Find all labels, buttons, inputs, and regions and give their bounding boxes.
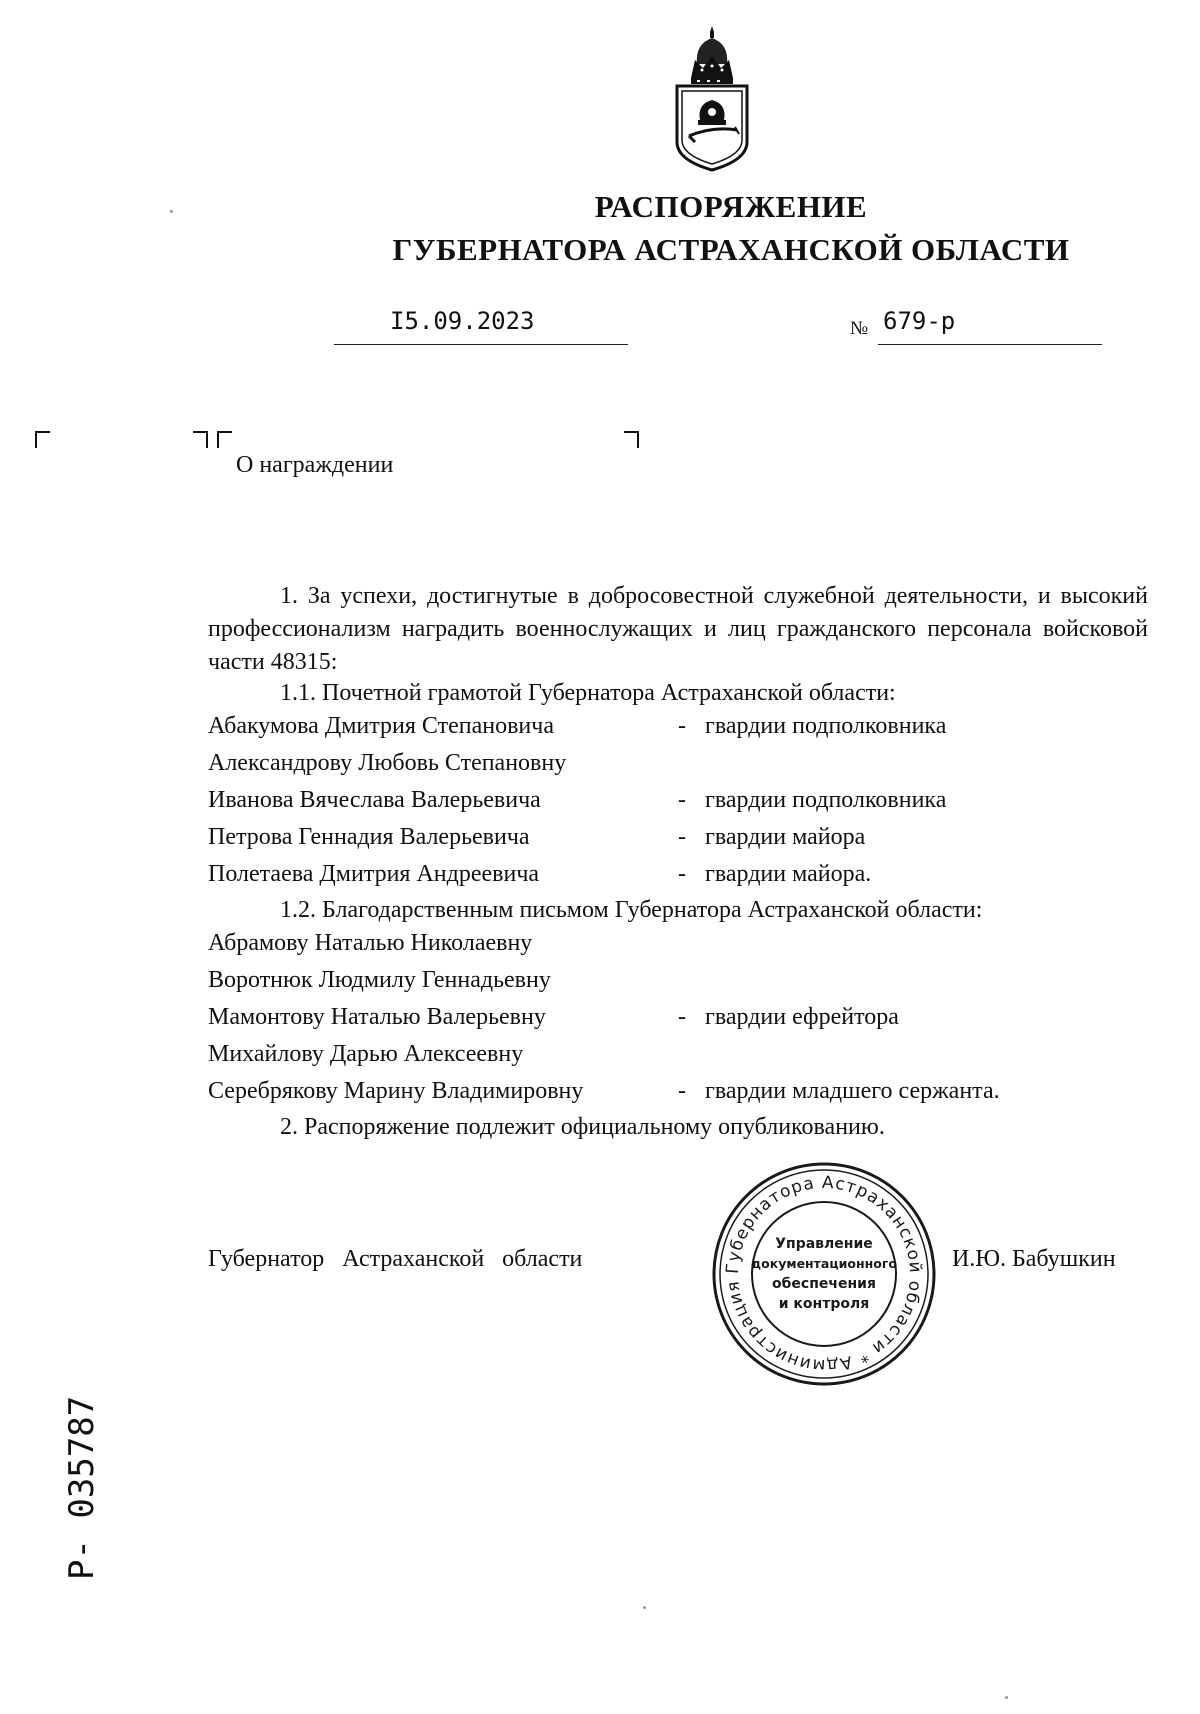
awardee-name: Воротнюк Людмилу Геннадьевну	[208, 967, 551, 993]
svg-text:Губернатора Астраханской облас	[723, 1173, 925, 1375]
list-item	[208, 1078, 1158, 1112]
separator-dash: -	[678, 861, 686, 887]
separator-dash: -	[678, 787, 686, 813]
registration-number-block	[30, 1380, 102, 1580]
awardee-name: Мамонтову Наталью Валерьевну	[208, 1004, 546, 1030]
document-type-title: РАСПОРЯЖЕНИЕ	[594, 189, 868, 224]
seal-center-line: документационного	[751, 1256, 897, 1271]
awardee-name: Абрамову Наталью Николаевну	[208, 930, 533, 956]
separator-dash: -	[678, 1004, 686, 1030]
list-item	[208, 787, 1158, 821]
corner-mark	[35, 431, 50, 448]
list-item	[208, 750, 1158, 784]
awardee-name: Полетаева Дмитрия Андреевича	[208, 861, 540, 887]
list-item	[208, 967, 1158, 1001]
list-item	[208, 713, 1158, 747]
awardee-name: Михайлову Дарью Алексеевну	[208, 1041, 524, 1067]
seal-ring-text: Губернатора Астраханской области * Администрация	[722, 1172, 926, 1376]
list-item	[208, 1004, 1158, 1038]
corner-mark	[624, 431, 639, 448]
scan-speck	[170, 210, 173, 213]
scan-speck	[1005, 1696, 1008, 1699]
list-item	[208, 930, 1158, 964]
coat-of-arms-emblem	[667, 24, 757, 174]
awardee-rank: гвардии майора.	[705, 861, 872, 887]
issuer-title: ГУБЕРНАТОРА АСТРАХАНСКОЙ ОБЛАСТИ	[392, 232, 1070, 267]
document-subject: О награждении	[236, 452, 394, 478]
list-item	[208, 824, 1158, 858]
separator-dash: -	[678, 824, 686, 850]
awardee-rank: гвардии подполковника	[705, 713, 947, 739]
section-1-1-heading: 1.1. Почетной грамотой Губернатора Астраханской области:	[280, 680, 896, 706]
paragraph-2: 2. Распоряжение подлежит официальному опубликованию.	[280, 1114, 885, 1140]
separator-dash: -	[678, 1078, 686, 1104]
document-date: I5.09.2023	[390, 307, 535, 335]
registration-number: Р- 035787	[62, 1395, 102, 1580]
signatory-position: Губернатор Астраханской области	[208, 1246, 583, 1272]
awardee-name: Иванова Вячеслава Валерьевича	[208, 787, 541, 813]
corner-mark	[217, 431, 232, 448]
scan-speck	[643, 1606, 646, 1609]
number-sign: №	[850, 318, 869, 339]
separator-dash: -	[678, 713, 686, 739]
seal-center-line: и контроля	[778, 1296, 870, 1312]
date-underline	[334, 344, 628, 345]
seal-center-line: Управление	[775, 1236, 873, 1252]
paragraph-1	[208, 580, 1148, 679]
section-1-2-heading: 1.2. Благодарственным письмом Губернатора Астраханской области:	[280, 897, 983, 923]
signatory-name: И.Ю. Бабушкин	[952, 1246, 1116, 1272]
awardee-name: Серебрякову Марину Владимировну	[208, 1078, 584, 1104]
seal-center-line: обеспечения	[772, 1276, 876, 1292]
corner-mark	[193, 431, 208, 448]
awardee-rank: гвардии ефрейтора	[705, 1004, 899, 1030]
awardee-name: Абакумова Дмитрия Степановича	[208, 713, 554, 739]
official-seal	[708, 1158, 940, 1390]
awardee-rank: гвардии младшего сержанта.	[705, 1078, 1000, 1104]
list-item	[208, 861, 1158, 895]
awardee-name: Александрову Любовь Степановну	[208, 750, 567, 776]
list-item	[208, 1041, 1158, 1075]
paragraph-1-text: 1. За успехи, достигнутые в добросовестной служебной деятельности, и высокий профессионализм наградить военнослужащих и лиц гражданского персонала войсковой части 48315:	[208, 583, 1148, 675]
number-underline	[878, 344, 1102, 345]
awardee-rank: гвардии майора	[705, 824, 866, 850]
document-number: 679-р	[883, 307, 956, 335]
awardee-rank: гвардии подполковника	[705, 787, 947, 813]
awardee-name: Петрова Геннадия Валерьевича	[208, 824, 530, 850]
